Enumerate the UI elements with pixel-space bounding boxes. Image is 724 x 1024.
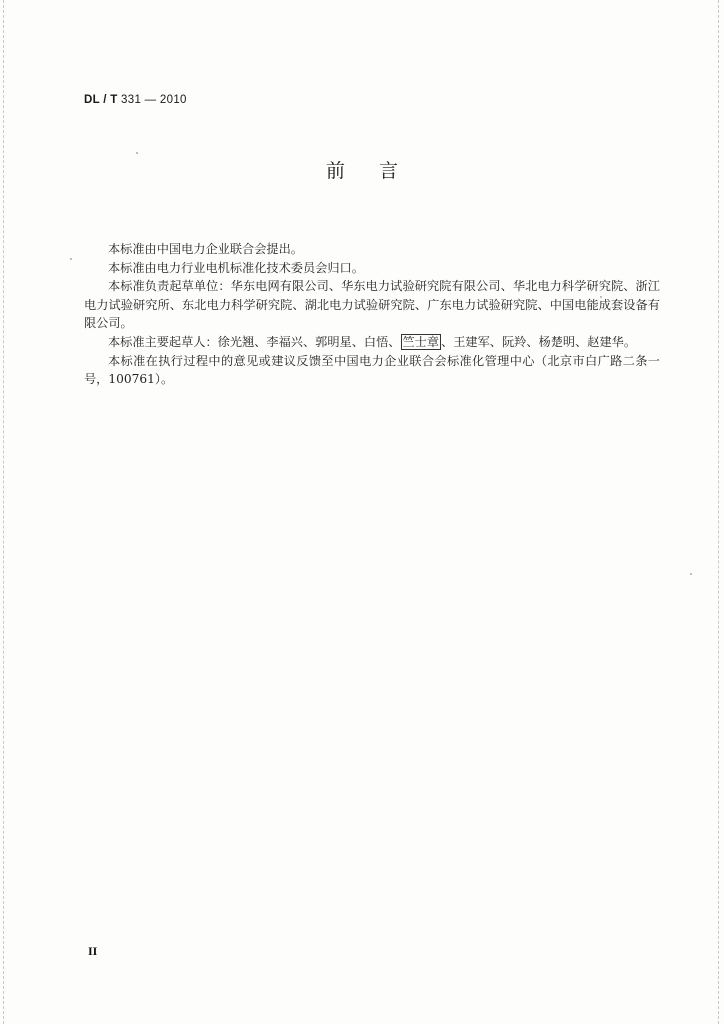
paragraph-committee: 本标准由电力行业电机标准化技术委员会归口。 [108, 260, 364, 275]
page-number: II [88, 944, 98, 958]
standard-code-header [84, 94, 187, 106]
paragraph-proposer: 本标准由中国电力企业联合会提出。 [108, 242, 303, 256]
scan-edge-left [3, 0, 5, 1024]
page-title: 前言 [325, 160, 432, 182]
foreword-body [84, 240, 660, 389]
scan-speck [70, 258, 72, 260]
boxed-drafter-name: 竺士章 [402, 334, 440, 349]
standard-prefix: DL / T [84, 94, 118, 106]
scan-edge-right [718, 0, 720, 1024]
standard-number: 331 — 2010 [121, 94, 187, 106]
drafters-before: 本标准主要起草人：徐光翘、李福兴、郭明星、白悟、 [108, 334, 401, 349]
paragraph-drafting-units: 本标准负责起草单位：华东电网有限公司、华东电力试验研究院有限公司、华北电力科学研究院、浙江电力试验研究所、东北电力科学研究院、湖北电力试验研究院、广东电力试验研究院、中国电能成套设备有限公司。 [84, 279, 660, 331]
paragraph-drafters [84, 333, 660, 352]
drafters-after: 、王建军、阮羚、杨楚明、赵建华。 [441, 334, 637, 349]
scan-speck [690, 573, 692, 575]
paragraph-feedback: 本标准在执行过程中的意见或建议反馈至中国电力企业联合会标准化管理中心（北京市白广路二条一号，100761）。 [84, 353, 660, 387]
scan-speck [136, 152, 138, 154]
scan-speck [600, 296, 602, 298]
